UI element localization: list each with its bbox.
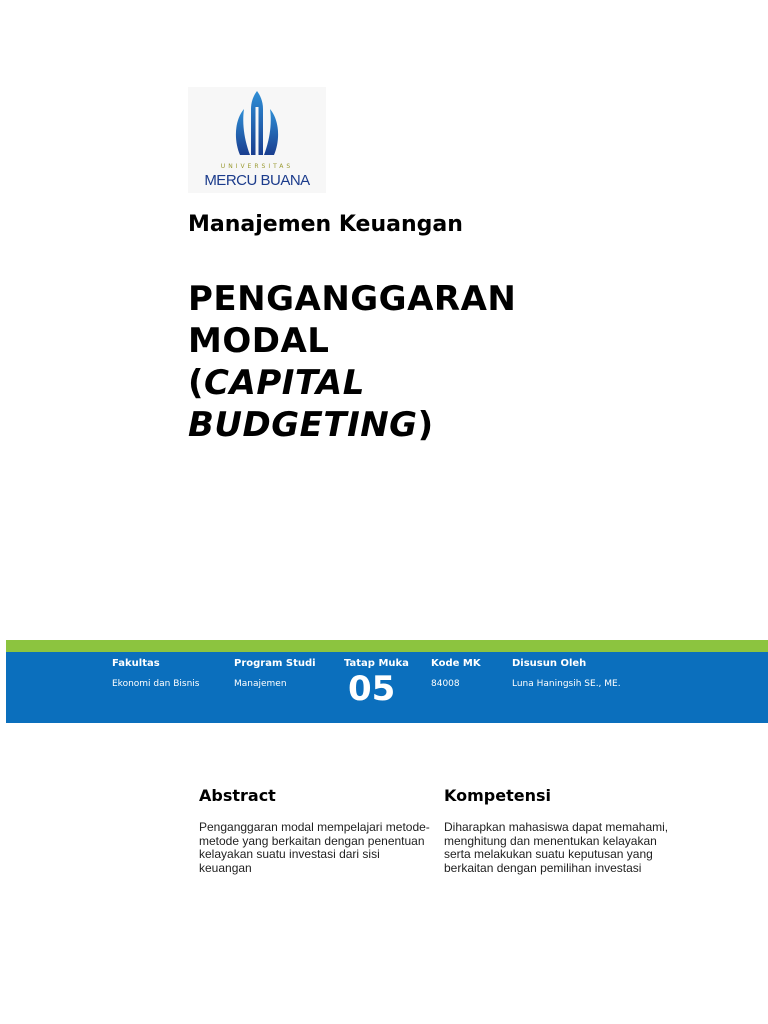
kompetensi-body: Diharapkan mahasiswa dapat memahami, menghitung dan menentukan kelayakan serta melakukan suatu keputusan yang berkaitan dengan pemilihan investasi [444,820,669,875]
kompetensi-section [444,786,679,875]
logo-small-text: UNIVERSITAS [220,163,294,170]
disusun-oleh-label: Disusun Oleh [512,658,587,669]
course-info-bar [6,652,768,723]
abstract-section [199,786,434,875]
mercu-buana-emblem-icon [232,91,282,159]
title-line-4-close: ) [417,405,434,445]
info-tatap-muka [344,658,409,707]
info-disusun-oleh [512,658,621,689]
title-line-4-italic: BUDGETING [188,405,418,445]
title-line-3-open: ( [188,363,205,403]
green-accent-bar [6,640,768,652]
document-title [188,278,516,446]
abstract-heading: Abstract [199,786,276,805]
prodi-label: Program Studi [234,658,316,669]
info-fakultas [112,658,199,689]
course-name: Manajemen Keuangan [188,212,463,237]
university-logo [188,87,326,193]
logo-main-text: MERCU BUANA [204,172,310,189]
disusun-oleh-value: Luna Haningsih SE., ME. [512,679,621,689]
title-line-3-italic: CAPITAL [204,363,365,403]
kompetensi-heading: Kompetensi [444,786,551,805]
title-line-2: MODAL [188,321,330,361]
info-program-studi [234,658,316,689]
title-line-1: PENGANGGARAN [188,279,517,319]
tatap-muka-value: 05 [348,669,396,709]
fakultas-value: Ekonomi dan Bisnis [112,679,200,689]
prodi-value: Manajemen [234,679,287,689]
kode-mk-label: Kode MK [431,658,481,669]
info-kode-mk [431,658,481,689]
kode-mk-value: 84008 [431,679,460,689]
tatap-muka-label: Tatap Muka [344,658,409,669]
fakultas-label: Fakultas [112,658,160,669]
abstract-body: Penganggaran modal mempelajari metode-metode yang berkaitan dengan penentuan kelayakan suatu investasi dari sisi keuangan [199,820,430,875]
